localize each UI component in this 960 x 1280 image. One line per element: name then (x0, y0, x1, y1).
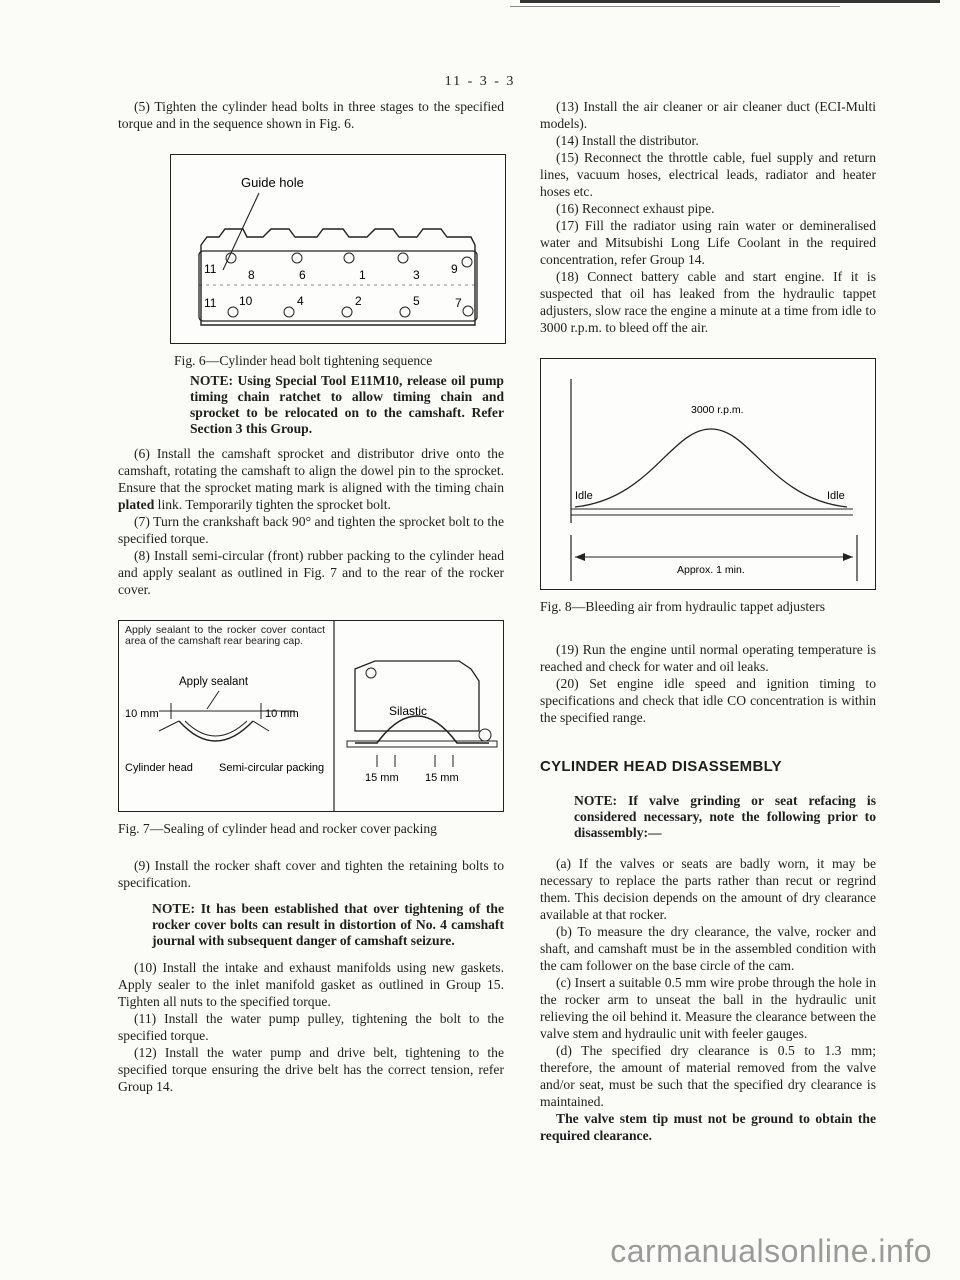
rpm-label: 3000 r.p.m. (691, 404, 744, 416)
scan-edge-mark (510, 6, 840, 7)
page-number: 11 - 3 - 3 (444, 74, 516, 89)
figure-7 (118, 620, 504, 812)
step-20: (20) Set engine idle speed and ignition timing to specifications and check that idle CO concentration is within the specified range. (540, 676, 876, 725)
bolt-number: 1 (359, 268, 366, 282)
step-12: (12) Install the water pump and drive belt, tightening to the specified torque ensuring the drive belt has the correct tension, refer Group 14. (118, 1045, 504, 1094)
bolt-number: 3 (413, 268, 420, 282)
watermark-footer: carmanualsonline.info (610, 1233, 932, 1269)
figure-8 (540, 358, 876, 590)
dimension-15mm-right: 15 mm (425, 772, 459, 784)
scan-edge-mark (520, 0, 940, 3)
bolt-number: 9 (451, 262, 458, 276)
apply-sealant-label: Apply sealant (179, 676, 249, 688)
figure-7-caption: Fig. 7—Sealing of cylinder head and rocker cover packing (118, 821, 437, 836)
step-16: (16) Reconnect exhaust pipe. (556, 201, 715, 216)
step-18: (18) Connect battery cable and start engine. If it is suspected that oil has leaked from the hydraulic tappet adjusters, slow race the engine a minute at a time from idle to 3000 r.p.m. to bleed off the air. (540, 269, 876, 335)
idle-left-label: Idle (575, 490, 593, 502)
top-bolt-numbers (204, 253, 472, 282)
step-8: (8) Install semi-circular (front) rubber packing to the cylinder head and apply sealant as outlined in Fig. 7 and to the rear of the rocker cover. (118, 548, 504, 597)
figure-6-caption: Fig. 6—Cylinder head bolt tightening sequence (174, 353, 433, 368)
bottom-bolt-numbers (204, 294, 473, 317)
step-9: (9) Install the rocker shaft cover and tighten the retaining bolts to specification. (118, 858, 504, 890)
figure-6 (170, 154, 506, 344)
bolt-number: 2 (355, 294, 362, 308)
approx-label: Approx. 1 min. (677, 564, 745, 576)
bolt-number: 11 (204, 262, 217, 276)
bolt-number: 10 (239, 294, 253, 308)
bolt-number: 8 (248, 268, 255, 282)
figure-8-caption: Fig. 8—Bleeding air from hydraulic tappet adjusters (540, 599, 826, 614)
note-rocker-cover: NOTE: It has been established that over tightening of the rocker cover bolts can result in distortion of No. 4 camshaft journal with subsequent danger of camshaft seizure. (152, 901, 504, 948)
step-5: (5) Tighten the cylinder head bolts in three stages to the specified torque and in the sequence shown in Fig. 6. (118, 99, 504, 131)
silastic-label: Silastic (389, 704, 428, 718)
step-a: (a) If the valves or seats are badly worn, it may be necessary to replace the parts rather than recut or regrind them. This decision depends on the amount of dry clearance available at that rocker. (540, 856, 876, 922)
dimension-left: 10 mm (125, 708, 159, 720)
step-d: (d) The specified dry clearance is 0.5 to 1.3 mm; therefore, the amount of material removed from the valve and/or seat, must be such that the specified dry clearance is maintained. (540, 1043, 876, 1109)
note-special-tool: NOTE: Using Special Tool E11M10, release oil pump timing chain ratchet to allow timing chain and sprocket to be relocated on to the camshaft. Refer Section 3 this Group. (190, 373, 504, 436)
bolt-number: 11 (204, 296, 217, 310)
right-column (540, 98, 876, 1144)
bolt-number: 7 (455, 296, 462, 310)
dimension-right: 10 mm (265, 708, 299, 720)
rpm-curve-diagram (541, 359, 875, 589)
step-15: (15) Reconnect the throttle cable, fuel supply and return lines, vacuum hoses, electrical leads, radiator and heater hoses etc. (540, 150, 876, 199)
step-14: (14) Install the distributor. (556, 133, 699, 148)
step-17: (17) Fill the radiator using rain water or demineralised water and Mitsubishi Long Life Coolant in the required concentration, refer Group 14. (540, 218, 876, 267)
step-10: (10) Install the intake and exhaust manifolds using new gaskets. Apply sealer to the inlet manifold gasket as outlined in Group 15. Tighten all nuts to the specified torque. (118, 960, 504, 1009)
guide-hole-label: Guide hole (241, 175, 304, 190)
step-13: (13) Install the air cleaner or air cleaner duct (ECI-Multi models). (540, 99, 876, 131)
step-19: (19) Run the engine until normal operating temperature is reached and check for water and oil leaks. (540, 642, 876, 674)
sealing-diagram (119, 621, 503, 811)
sealant-note: Apply sealant to the rocker cover contact area of the camshaft rear bearing cap. (125, 625, 325, 647)
section-heading: CYLINDER HEAD DISASSEMBLY (540, 758, 782, 775)
bolt-sequence-diagram (171, 155, 505, 343)
step-11: (11) Install the water pump pulley, tightening the bolt to the specified torque. (118, 1011, 504, 1043)
cylinder-head-label: Cylinder head (125, 762, 193, 774)
warning-valve-stem: The valve stem tip must not be ground to obtain the required clearance. (540, 1111, 876, 1143)
note-valve-grinding: NOTE: If valve grinding or seat refacing is considered necessary, note the following prior to disassembly:— (574, 793, 876, 840)
step-7: (7) Turn the crankshaft back 90° and tighten the sprocket bolt to the specified torque. (118, 514, 504, 546)
left-column (118, 98, 504, 1095)
step-6: (6) Install the camshaft sprocket and distributor drive onto the camshaft, rotating the camshaft to align the dowel pin to the sprocket. Ensure that the sprocket mating mark is aligned with the timing chain plated link. Temporarily tighten the sprocket bolt. (118, 446, 504, 512)
semi-circular-label: Semi-circular packing (219, 762, 325, 774)
idle-right-label: Idle (827, 490, 845, 502)
step-b: (b) To measure the dry clearance, the valve, rocker and shaft, and camshaft must be in the assembled condition with the cam follower on the base circle of the cam. (540, 924, 876, 973)
bolt-number: 4 (297, 294, 304, 308)
bolt-number: 5 (413, 294, 420, 308)
bolt-number: 6 (299, 268, 306, 282)
step-c: (c) Insert a suitable 0.5 mm wire probe through the hole in the rocker arm to unseat the ball in the hydraulic unit relieving the oil behind it. Measure the clearance between the valve stem and hydraulic unit with feeler gauges. (540, 975, 876, 1041)
dimension-15mm-left: 15 mm (365, 772, 399, 784)
